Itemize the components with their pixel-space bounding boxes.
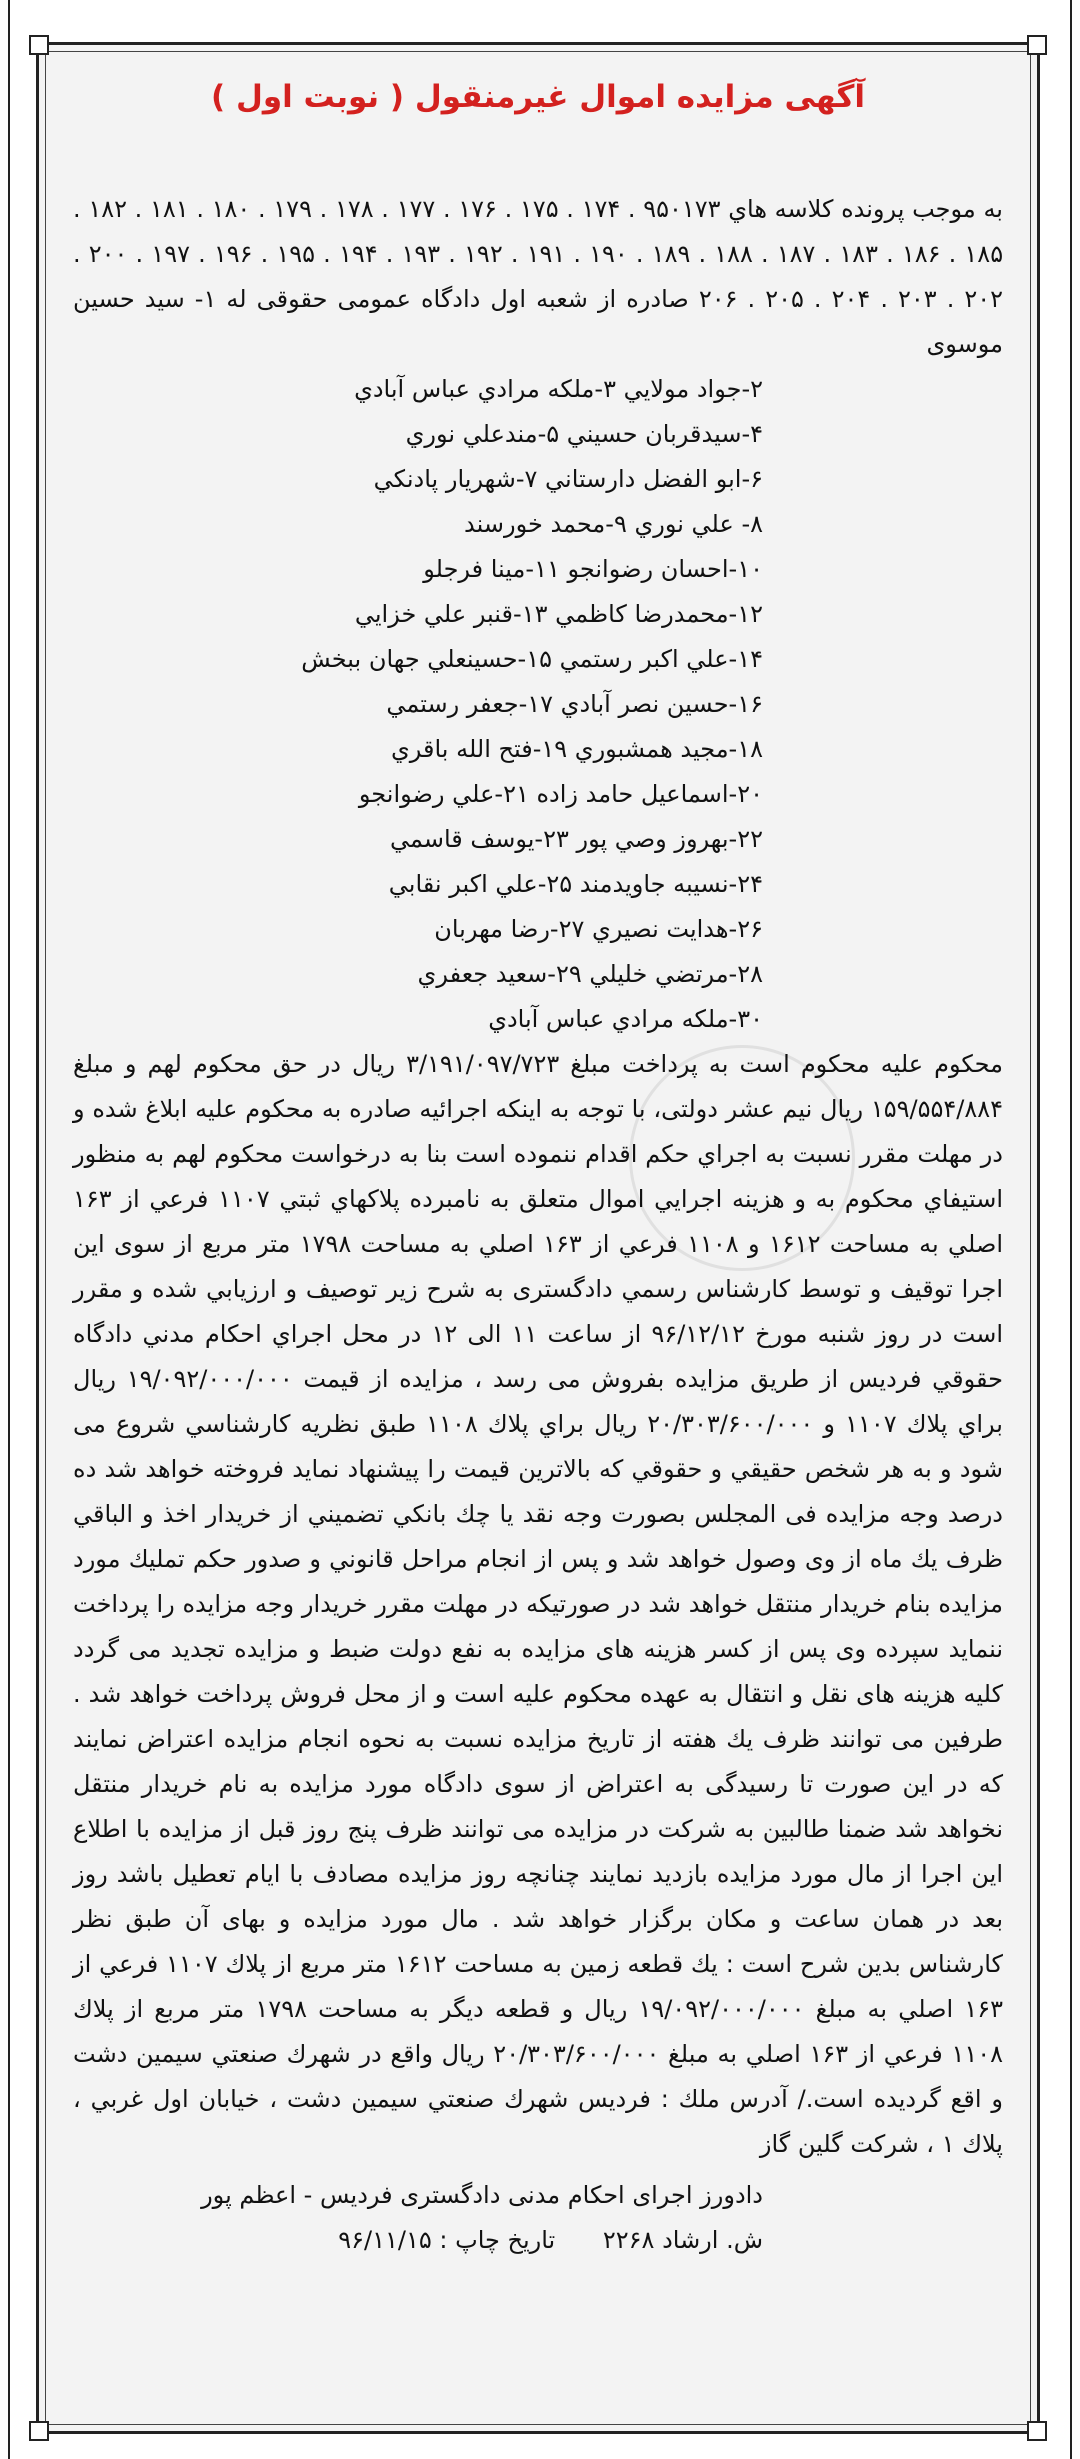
left-margin-rule bbox=[8, 0, 10, 2459]
notice-title: آگهی مزایده اموال غیرمنقول ( نوبت اول ) bbox=[210, 79, 866, 115]
list-item: ۲۶-هدايت نصيري ۲۷-رضا مهربان bbox=[434, 915, 763, 943]
right-margin-rule bbox=[1070, 0, 1072, 2459]
ershad-number: ش. ارشاد ۲۲۶۸ bbox=[602, 2226, 763, 2254]
corner-ornament bbox=[29, 35, 49, 55]
list-item: ۶-ابو الفضل دارستاني ۷-شهريار پادنكي bbox=[373, 465, 763, 493]
intro-paragraph: به موجب پرونده كلاسه هاي ۹۵۰۱۷۳ . ۱۷۴ . ۱۷۵ . ۱۷۶ . ۱۷۷ . ۱۷۸ . ۱۷۹ . ۱۸۰ . ۱۸۱ . ۱۸۲ . ۱۸۵ . ۱۸۶ . ۱۸۳ . ۱۸۷ . ۱۸۸ . ۱۸۹ . ۱۹۰ . ۱۹۱ . ۱۹۲ . ۱۹۳ . ۱۹۴ . ۱۹۵ . ۱۹۶ . ۱۹۷ . ۲۰۰ . ۲۰۲ . ۲۰۳ . ۲۰۴ . ۲۰۵ . ۲۰۶ صادره از شعبه اول دادگاه عمومی حقوقی له ۱- سید حسین موسوی bbox=[73, 195, 1004, 358]
list-item: ۴-سيدقربان حسيني ۵-مندعلي نوري bbox=[405, 420, 763, 448]
list-item: ۸- علي نوري ۹-محمد خورسند bbox=[464, 510, 763, 538]
list-item: ۲۰-اسماعيل حامد زاده ۲۱-علي رضوانجو bbox=[358, 780, 763, 808]
list-item: ۲۸-مرتضي خليلي ۲۹-سعيد جعفري bbox=[417, 960, 763, 988]
list-item: ۲۲-بهروز وصي پور ۲۳-يوسف قاسمي bbox=[389, 825, 763, 853]
list-item: ۲۴-نسيبه جاويدمند ۲۵-علي اكبر نقابي bbox=[388, 870, 763, 898]
list-item: ۲-جواد مولايي ۳-ملكه مرادي عباس آبادي bbox=[354, 375, 763, 403]
corner-ornament bbox=[29, 2421, 49, 2441]
footer-line bbox=[73, 2218, 1003, 2263]
notice-content bbox=[73, 67, 1003, 2263]
corner-ornament bbox=[1027, 35, 1047, 55]
list-item: ۱۶-حسين نصر آبادي ۱۷-جعفر رستمي bbox=[386, 690, 763, 718]
corner-ornament bbox=[1027, 2421, 1047, 2441]
auction-body-text: محكوم عليه محكوم است به پرداخت مبلغ ۳/۱۹۱/۰۹۷/۷۲۳ ريال در حق محكوم لهم و مبلغ ۱۵۹/۵۵۴/۸۸۴ ريال نيم عشر دولتی، با توجه به اينكه اجرائيه صادره به محكوم عليه ابلاغ شده و در مهلت مقرر نسبت به اجراي حكم اقدام ننموده است بنا به درخواست محكوم لهم به منظور استيفاي محكوم به و هزينه اجرايي اموال متعلق به نامبرده پلاكهاي ثبتي ۱۱۰۷ فرعي از ۱۶۳ اصلي به مساحت ۱۶۱۲ و ۱۱۰۸ فرعي از ۱۶۳ اصلي به مساحت ۱۷۹۸ متر مربع از سوی اين اجرا توقيف و توسط كارشناس رسمي دادگستری به شرح زير توصيف و ارزيابي شده و مقرر است در روز شنبه مورخ ۹۶/۱۲/۱۲ از ساعت ۱۱ الی ۱۲ در محل اجراي احكام مدني دادگاه حقوقي فرديس از طريق مزايده بفروش می رسد ، مزايده از قيمت ۱۹/۰۹۲/۰۰۰/۰۰۰ ريال براي پلاك ۱۱۰۷ و ۲۰/۳۰۳/۶۰۰/۰۰۰ ريال براي پلاك ۱۱۰۸ طبق نظريه كارشناسي شروع می شود و به هر شخص حقيقي و حقوقي كه بالاترين قيمت را پيشنهاد نمايد فروخته خواهد شد ده درصد وجه مزايده فی المجلس بصورت وجه نقد يا چك بانكي تضميني از خريدار اخذ و الباقي ظرف يك ماه از وی وصول خواهد شد و پس از انجام مراحل قانوني و صدور حكم تمليك مورد مزايده بنام خريدار منتقل خواهد شد در صورتيكه در مهلت مقرر خريدار وجه مزايده را پرداخت ننمايد سپرده وی پس از كسر هزينه های مزايده به نفع دولت ضبط و مزايده تجديد می گردد كليه هزينه های نقل و انتقال به عهده محكوم عليه است و از محل فروش پرداخت خواهد شد . طرفين می توانند ظرف يك هفته از تاريخ مزايده نسبت به نحوه انجام مزايده اعتراض نمايند كه در اين صورت تا رسيدگی به اعتراض از سوی دادگاه مورد مزايده به نام خريدار منتقل نخواهد شد ضمنا طالبين به شركت در مزايده می توانند ظرف پنج روز قبل از مزايده با اطلاع اين اجرا از مال مورد مزايده بازديد نمايند چنانچه روز مزايده مصادف با ايام تعطيل باشد روز بعد در همان ساعت و مكان برگزار خواهد شد . مال مورد مزايده و بهای آن طبق نظر كارشناس بدين شرح است : يك قطعه زمين به مساحت ۱۶۱۲ متر مربع از پلاك ۱۱۰۷ فرعي از ۱۶۳ اصلي به مبلغ ۱۹/۰۹۲/۰۰۰/۰۰۰ ريال و قطعه ديگر به مساحت ۱۷۹۸ متر مربع از پلاك ۱۱۰۸ فرعي از ۱۶۳ اصلي به مبلغ ۲۰/۳۰۳/۶۰۰/۰۰۰ ريال واقع در شهرك صنعتي سيمين دشت و اقع گرديده است./ آدرس ملك : فرديس شهرك صنعتي سيمين دشت ، خيابان اول غربي ، پلاك ۱ ، شركت گلين گاز bbox=[73, 1050, 1004, 2158]
list-item: ۱۲-محمدرضا كاظمي ۱۳-قنبر علي خزايي bbox=[354, 600, 763, 628]
print-date: تاريخ چاپ : ۹۶/۱۱/۱۵ bbox=[338, 2226, 556, 2254]
list-item: ۱۰-احسان رضوانجو ۱۱-مينا فرجلو bbox=[423, 555, 763, 583]
list-item: ۳۰-ملكه مرادي عباس آبادي bbox=[488, 1005, 763, 1033]
signature-line: دادورز اجرای احكام مدنی دادگستری فرديس - اعظم پور bbox=[201, 2181, 763, 2209]
list-item: ۱۸-مجيد همشبوري ۱۹-فتح الله باقري bbox=[390, 735, 763, 763]
list-item: ۱۴-علي اكبر رستمي ۱۵-حسينعلي جهان ببخش bbox=[301, 645, 763, 673]
claimants-list bbox=[73, 367, 1003, 1042]
notice-frame bbox=[36, 42, 1040, 2434]
